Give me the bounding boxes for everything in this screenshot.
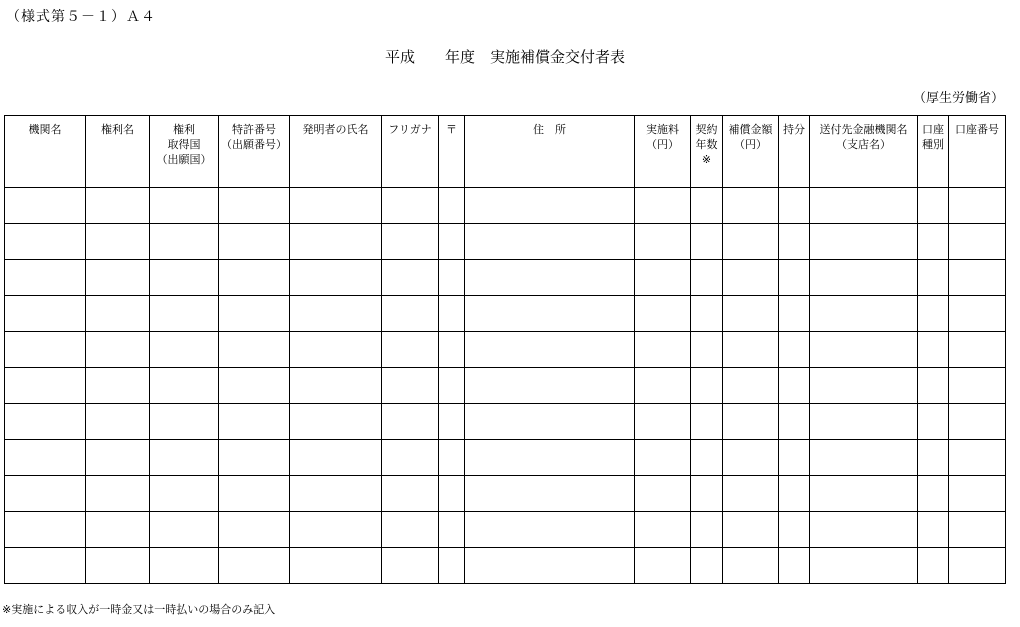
table-cell[interactable] [949,332,1006,368]
table-cell[interactable] [290,296,382,332]
table-cell[interactable] [86,332,150,368]
table-cell[interactable] [86,224,150,260]
col-header-country: 権利 取得国 （出願国） [150,116,219,188]
table-cell[interactable] [465,512,635,548]
table-cell[interactable] [779,368,810,404]
table-cell[interactable] [918,224,949,260]
table-cell[interactable] [439,368,465,404]
table-cell[interactable] [810,404,918,440]
table-cell[interactable] [723,296,779,332]
form-number: （様式第５－１）Ａ４ [6,9,156,25]
col-header-bank: 送付先金融機関名 （支店名） [810,116,918,188]
table-cell[interactable] [635,296,691,332]
table-cell[interactable] [918,260,949,296]
table-cell[interactable] [439,440,465,476]
table-cell[interactable] [439,476,465,512]
table-cell[interactable] [439,548,465,584]
table-cell[interactable] [635,440,691,476]
table-row [5,296,1006,332]
table-cell[interactable] [382,368,439,404]
table-cell[interactable] [219,188,290,224]
table-cell[interactable] [5,548,86,584]
table-cell[interactable] [5,404,86,440]
col-header-royalty: 実施料 （円） [635,116,691,188]
table-cell[interactable] [86,368,150,404]
table-cell[interactable] [5,224,86,260]
table-row [5,548,1006,584]
col-header-contract-years: 契約 年数 ※ [691,116,723,188]
table-cell[interactable] [290,548,382,584]
table-cell[interactable] [290,512,382,548]
table-cell[interactable] [219,512,290,548]
table-cell[interactable] [723,512,779,548]
table-header-row [5,116,1006,188]
table-cell[interactable] [810,440,918,476]
table-cell[interactable] [465,368,635,404]
table-cell[interactable] [635,404,691,440]
table-cell[interactable] [465,260,635,296]
table-row [5,368,1006,404]
table-cell[interactable] [723,260,779,296]
table-cell[interactable] [691,440,723,476]
table-cell[interactable] [382,512,439,548]
col-header-inventor-name: 発明者の氏名 [290,116,382,188]
table-cell[interactable] [219,476,290,512]
table-cell[interactable] [382,224,439,260]
table-cell[interactable] [723,476,779,512]
col-header-address: 住 所 [465,116,635,188]
col-header-right-name: 権利名 [86,116,150,188]
table-cell[interactable] [465,404,635,440]
table-cell[interactable] [779,404,810,440]
table-cell[interactable] [465,476,635,512]
table-row [5,476,1006,512]
table-cell[interactable] [219,224,290,260]
table-cell[interactable] [150,476,219,512]
table-cell[interactable] [86,440,150,476]
table-row [5,440,1006,476]
col-header-furigana: フリガナ [382,116,439,188]
table-cell[interactable] [949,512,1006,548]
table-cell[interactable] [290,404,382,440]
table-cell[interactable] [918,440,949,476]
table-cell[interactable] [779,476,810,512]
table-cell[interactable] [5,476,86,512]
col-header-postal-code: 〒 [439,116,465,188]
table-cell[interactable] [439,296,465,332]
table-cell[interactable] [691,224,723,260]
table-cell[interactable] [779,260,810,296]
table-cell[interactable] [382,440,439,476]
table-cell[interactable] [150,548,219,584]
table-cell[interactable] [219,404,290,440]
table-cell[interactable] [439,188,465,224]
table-cell[interactable] [635,260,691,296]
table-cell[interactable] [723,188,779,224]
col-header-share: 持分 [779,116,810,188]
table-cell[interactable] [5,368,86,404]
table-cell[interactable] [439,224,465,260]
table-cell[interactable] [86,188,150,224]
table-cell[interactable] [691,476,723,512]
table-cell[interactable] [219,440,290,476]
table-cell[interactable] [691,404,723,440]
table-cell[interactable] [810,296,918,332]
table-cell[interactable] [465,224,635,260]
table-cell[interactable] [635,476,691,512]
table-cell[interactable] [439,512,465,548]
table-cell[interactable] [949,440,1006,476]
table-cell[interactable] [779,548,810,584]
table-cell[interactable] [918,512,949,548]
table-cell[interactable] [723,440,779,476]
ministry-label: （厚生労働省） [912,91,1004,106]
table-cell[interactable] [86,260,150,296]
table-cell[interactable] [219,368,290,404]
table-cell[interactable] [150,368,219,404]
table-cell[interactable] [723,224,779,260]
table-cell[interactable] [382,476,439,512]
table-cell[interactable] [5,440,86,476]
table-cell[interactable] [439,260,465,296]
table-cell[interactable] [691,260,723,296]
table-cell[interactable] [465,332,635,368]
table-cell[interactable] [635,188,691,224]
table-row [5,404,1006,440]
table-cell[interactable] [150,512,219,548]
table-cell[interactable] [382,260,439,296]
table-cell[interactable] [5,188,86,224]
table-cell[interactable] [465,296,635,332]
table-row [5,188,1006,224]
table-cell[interactable] [86,476,150,512]
table-cell[interactable] [810,332,918,368]
table-cell[interactable] [723,332,779,368]
table-cell[interactable] [382,188,439,224]
table-cell[interactable] [810,476,918,512]
table-cell[interactable] [150,440,219,476]
table-cell[interactable] [86,512,150,548]
table-cell[interactable] [290,224,382,260]
table-cell[interactable] [465,188,635,224]
table-cell[interactable] [723,548,779,584]
table-cell[interactable] [290,476,382,512]
table-cell[interactable] [86,296,150,332]
table-cell[interactable] [219,332,290,368]
table-cell[interactable] [150,332,219,368]
page-title: 平成 年度 実施補償金交付者表 [384,48,625,66]
table-row [5,260,1006,296]
table-cell[interactable] [290,188,382,224]
table-cell[interactable] [86,548,150,584]
table-cell[interactable] [949,224,1006,260]
table-cell[interactable] [810,224,918,260]
table-cell[interactable] [5,512,86,548]
col-header-patent-number: 特許番号 （出願番号） [219,116,290,188]
table-cell[interactable] [918,296,949,332]
table-cell[interactable] [5,260,86,296]
grantee-table [4,115,1006,584]
table-cell[interactable] [290,332,382,368]
table-cell[interactable] [150,224,219,260]
table-cell[interactable] [918,548,949,584]
table-cell[interactable] [779,512,810,548]
table-cell[interactable] [439,332,465,368]
table-cell[interactable] [465,548,635,584]
table-cell[interactable] [290,260,382,296]
footnote: ※実施による収入が一時金又は一時払いの場合のみ記入 [2,603,276,616]
col-header-institution: 機関名 [5,116,86,188]
table-cell[interactable] [635,332,691,368]
table-cell[interactable] [810,512,918,548]
col-header-compensation: 補償金額 （円） [723,116,779,188]
table-row [5,332,1006,368]
table-cell[interactable] [635,512,691,548]
table-cell[interactable] [5,332,86,368]
table-cell[interactable] [290,440,382,476]
table-cell[interactable] [810,188,918,224]
table-cell[interactable] [382,296,439,332]
table-cell[interactable] [150,404,219,440]
table-cell[interactable] [150,188,219,224]
table-cell[interactable] [779,296,810,332]
table-cell[interactable] [918,476,949,512]
table-cell[interactable] [810,368,918,404]
table-cell[interactable] [691,332,723,368]
table-cell[interactable] [290,368,382,404]
table-cell[interactable] [723,404,779,440]
table-cell[interactable] [779,188,810,224]
table-cell[interactable] [691,548,723,584]
table-cell[interactable] [949,548,1006,584]
table-cell[interactable] [150,296,219,332]
table-body [5,188,1006,584]
table-cell[interactable] [723,368,779,404]
table-cell[interactable] [949,476,1006,512]
table-cell[interactable] [691,512,723,548]
table-cell[interactable] [382,404,439,440]
table-cell[interactable] [219,548,290,584]
table-cell[interactable] [86,404,150,440]
table-cell[interactable] [382,548,439,584]
table-cell[interactable] [691,296,723,332]
table-cell[interactable] [5,296,86,332]
table-cell[interactable] [691,188,723,224]
col-header-account-type: 口座 種別 [918,116,949,188]
table-cell[interactable] [810,260,918,296]
table-cell[interactable] [918,332,949,368]
table-cell[interactable] [779,440,810,476]
table-cell[interactable] [779,332,810,368]
table-cell[interactable] [635,548,691,584]
table-cell[interactable] [918,368,949,404]
table-cell[interactable] [949,260,1006,296]
table-cell[interactable] [635,224,691,260]
table-cell[interactable] [150,260,219,296]
table-cell[interactable] [691,368,723,404]
table-cell[interactable] [439,404,465,440]
table-cell[interactable] [635,368,691,404]
col-header-account-number: 口座番号 [949,116,1006,188]
table-row [5,224,1006,260]
table-cell[interactable] [949,368,1006,404]
table-cell[interactable] [219,260,290,296]
table-cell[interactable] [219,296,290,332]
table-cell[interactable] [949,404,1006,440]
table-cell[interactable] [918,404,949,440]
table-cell[interactable] [465,440,635,476]
table-cell[interactable] [949,296,1006,332]
table-cell[interactable] [382,332,439,368]
table-cell[interactable] [810,548,918,584]
table-row [5,512,1006,548]
table-cell[interactable] [949,188,1006,224]
table-cell[interactable] [779,224,810,260]
table-cell[interactable] [918,188,949,224]
